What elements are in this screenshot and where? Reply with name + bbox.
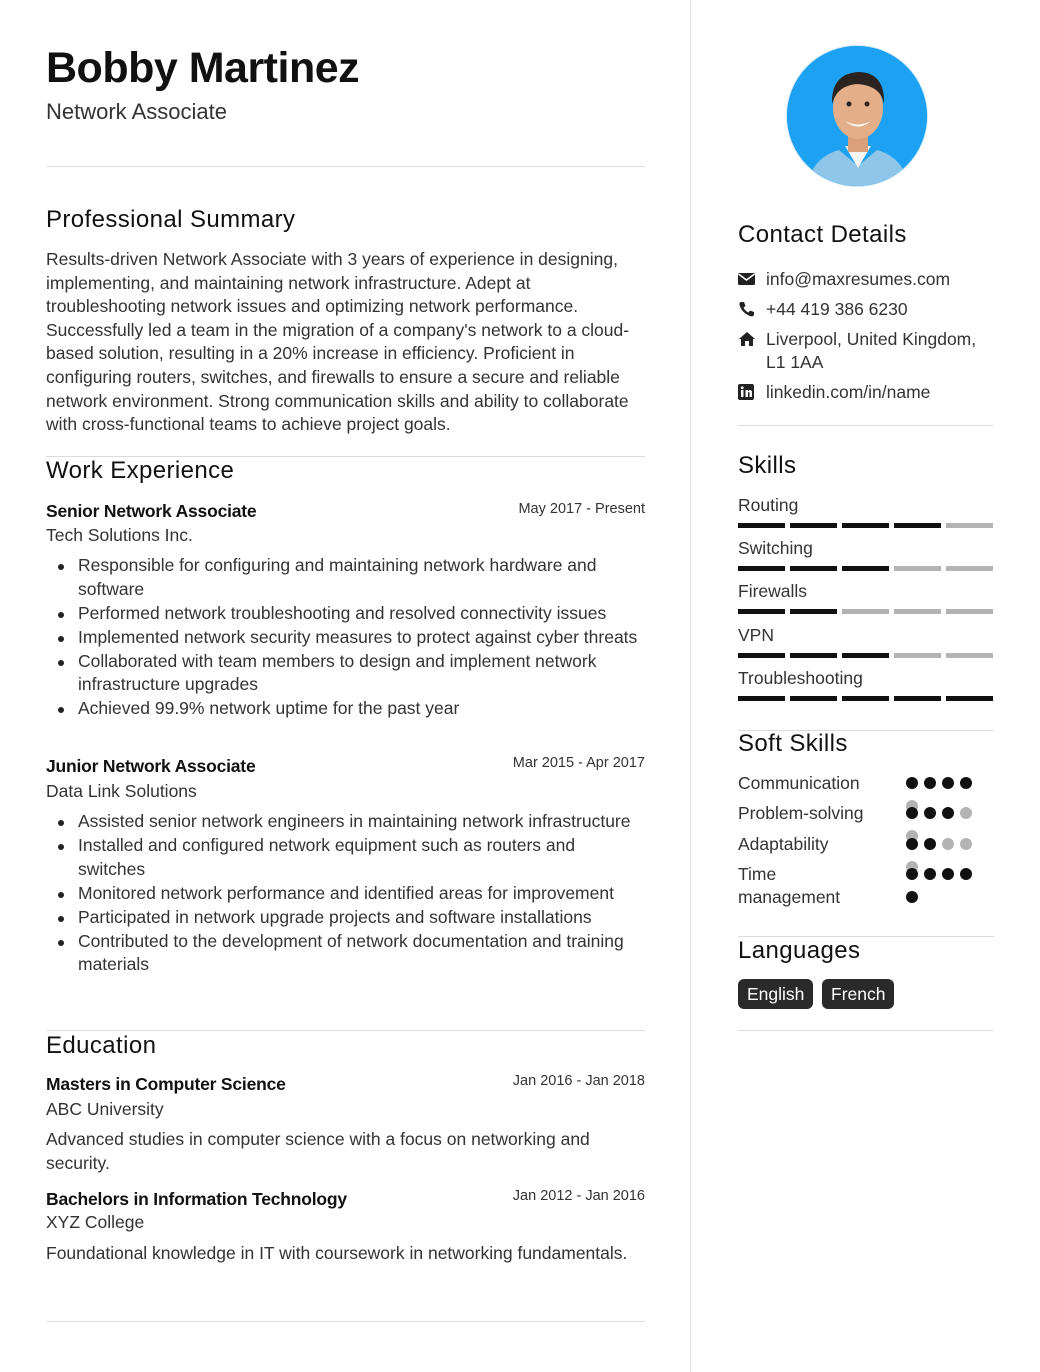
home-icon (738, 331, 756, 347)
skill-segment-filled (790, 609, 837, 614)
list-item: Achieved 99.9% network uptime for the past year (78, 697, 645, 721)
degree-dates: Jan 2016 - Jan 2018 (512, 1073, 645, 1089)
skill-bar (738, 696, 994, 701)
email-text: info@maxresumes.com (766, 269, 951, 289)
divider (46, 1321, 645, 1322)
skill-segment-filled (842, 653, 889, 658)
linkedin-icon (738, 384, 756, 400)
divider (738, 1030, 994, 1031)
skill-label: Firewalls (738, 581, 808, 601)
list-item: Monitored network performance and identified areas for improvement (78, 882, 645, 906)
envelope-icon (738, 271, 756, 287)
job-dates: May 2017 - Present (518, 501, 645, 517)
skill-segment-filled (842, 566, 889, 571)
skill-label: Troubleshooting (738, 668, 863, 688)
list-item: Participated in network upgrade projects and software installations (78, 906, 645, 930)
divider (46, 1030, 645, 1031)
rating-dot-filled (924, 807, 936, 819)
divider (46, 166, 645, 167)
rating-dot-filled (924, 868, 936, 880)
job-dates: Mar 2015 - Apr 2017 (512, 755, 645, 771)
skill-segment-filled (842, 523, 889, 528)
contact-heading: Contact Details (738, 221, 907, 248)
language-badge: English (738, 979, 813, 1009)
degree-description: Advanced studies in computer science with a focus on networking and security. (46, 1129, 590, 1173)
skills-heading: Skills (738, 452, 797, 479)
skill-segment-filled (894, 523, 941, 528)
rating-dot-filled (924, 838, 936, 850)
skill-bar (738, 523, 994, 528)
skill-segment-empty (842, 609, 889, 614)
language-badge: French (822, 979, 894, 1009)
summary-heading: Professional Summary (46, 206, 296, 233)
rating-dot-filled (906, 777, 918, 789)
profile-photo (786, 45, 928, 187)
skill-segment-filled (738, 696, 785, 701)
list-item: Installed and configured network equipment such as routers and switches (78, 834, 645, 882)
job-company: Tech Solutions Inc. (46, 525, 193, 545)
address-text: Liverpool, United Kingdom, L1 1AA (766, 329, 977, 372)
skill-bar (738, 566, 994, 571)
skill-segment-empty (946, 609, 993, 614)
skill-label: Switching (738, 538, 813, 558)
soft-skill-label: Adaptability (738, 834, 829, 854)
degree-title: Bachelors in Information Technology (46, 1189, 347, 1209)
list-item: Responsible for configuring and maintaining network hardware and software (78, 554, 645, 602)
phone-text: +44 419 386 6230 (766, 299, 908, 319)
job-company: Data Link Solutions (46, 781, 197, 801)
column-divider (690, 0, 691, 1372)
rating-dot-empty (942, 838, 954, 850)
list-item: Collaborated with team members to design and implement network infrastructure upgrades (78, 650, 645, 698)
skill-segment-filled (790, 696, 837, 701)
phone-icon (738, 301, 756, 317)
rating-dot-filled (906, 891, 918, 903)
list-item: Contributed to the development of network documentation and training materials (78, 930, 645, 978)
rating-dot-empty (960, 838, 972, 850)
rating-dot-empty (960, 807, 972, 819)
job-bullets (78, 554, 645, 721)
rating-dot-filled (960, 868, 972, 880)
summary-text: Results-driven Network Associate with 3 years of experience in designing, implementing, and maintaining network infrastructure. Adept at troubleshooting network issues and optimizing network performance. Successfully led a team in the migration of a company's network to a cloud-based solution, resulting in a 20% increase in efficiency. Proficient in configuring routers, switches, and firewalls to ensure a secure and reliable network environment. Strong communication skills and ability to collaborate with cross-functional teams to achieve project goals. (46, 249, 630, 435)
rating-dot-filled (906, 807, 918, 819)
skill-segment-filled (790, 523, 837, 528)
skill-segment-filled (790, 566, 837, 571)
linkedin-text: linkedin.com/in/name (766, 382, 931, 402)
skill-segment-empty (946, 653, 993, 658)
skill-segment-filled (738, 523, 785, 528)
skill-label: VPN (738, 625, 774, 645)
school-name: XYZ College (46, 1212, 145, 1232)
skill-segment-filled (738, 609, 785, 614)
education-heading: Education (46, 1032, 157, 1059)
list-item: Performed network troubleshooting and resolved connectivity issues (78, 602, 645, 626)
soft-skill-label: Time management (738, 864, 841, 907)
rating-dot-filled (924, 777, 936, 789)
school-name: ABC University (46, 1099, 164, 1119)
skill-segment-empty (946, 523, 993, 528)
skill-segment-empty (946, 566, 993, 571)
skill-segment-empty (894, 653, 941, 658)
list-item: Assisted senior network engineers in maintaining network infrastructure (78, 810, 645, 834)
rating-dot-filled (960, 777, 972, 789)
skill-segment-filled (946, 696, 993, 701)
divider (738, 425, 994, 426)
job-role: Junior Network Associate (46, 756, 256, 776)
skill-segment-filled (842, 696, 889, 701)
skill-segment-filled (738, 566, 785, 571)
candidate-name: Bobby Martinez (46, 44, 360, 92)
skill-segment-filled (738, 653, 785, 658)
rating-dot-filled (906, 838, 918, 850)
rating-dot-filled (942, 807, 954, 819)
job-bullets (78, 810, 645, 977)
degree-description: Foundational knowledge in IT with coursework in networking fundamentals. (46, 1243, 628, 1263)
skill-segment-filled (894, 696, 941, 701)
languages-heading: Languages (738, 937, 861, 964)
rating-dot-filled (942, 777, 954, 789)
soft-skill-label: Problem-solving (738, 803, 864, 823)
skill-segment-filled (790, 653, 837, 658)
skill-bar (738, 609, 994, 614)
skill-segment-empty (894, 609, 941, 614)
soft-skill-rating (906, 868, 996, 908)
rating-dot-filled (906, 868, 918, 880)
skill-segment-empty (894, 566, 941, 571)
degree-dates: Jan 2012 - Jan 2016 (512, 1188, 645, 1204)
degree-title: Masters in Computer Science (46, 1074, 286, 1094)
soft-skill-label: Communication (738, 773, 860, 793)
rating-dot-filled (942, 868, 954, 880)
experience-heading: Work Experience (46, 457, 235, 484)
list-item: Implemented network security measures to protect against cyber threats (78, 626, 645, 650)
skill-bar (738, 653, 994, 658)
soft-skills-heading: Soft Skills (738, 730, 848, 757)
job-role: Senior Network Associate (46, 501, 257, 521)
skill-label: Routing (738, 495, 799, 515)
job-title: Network Associate (46, 99, 227, 124)
